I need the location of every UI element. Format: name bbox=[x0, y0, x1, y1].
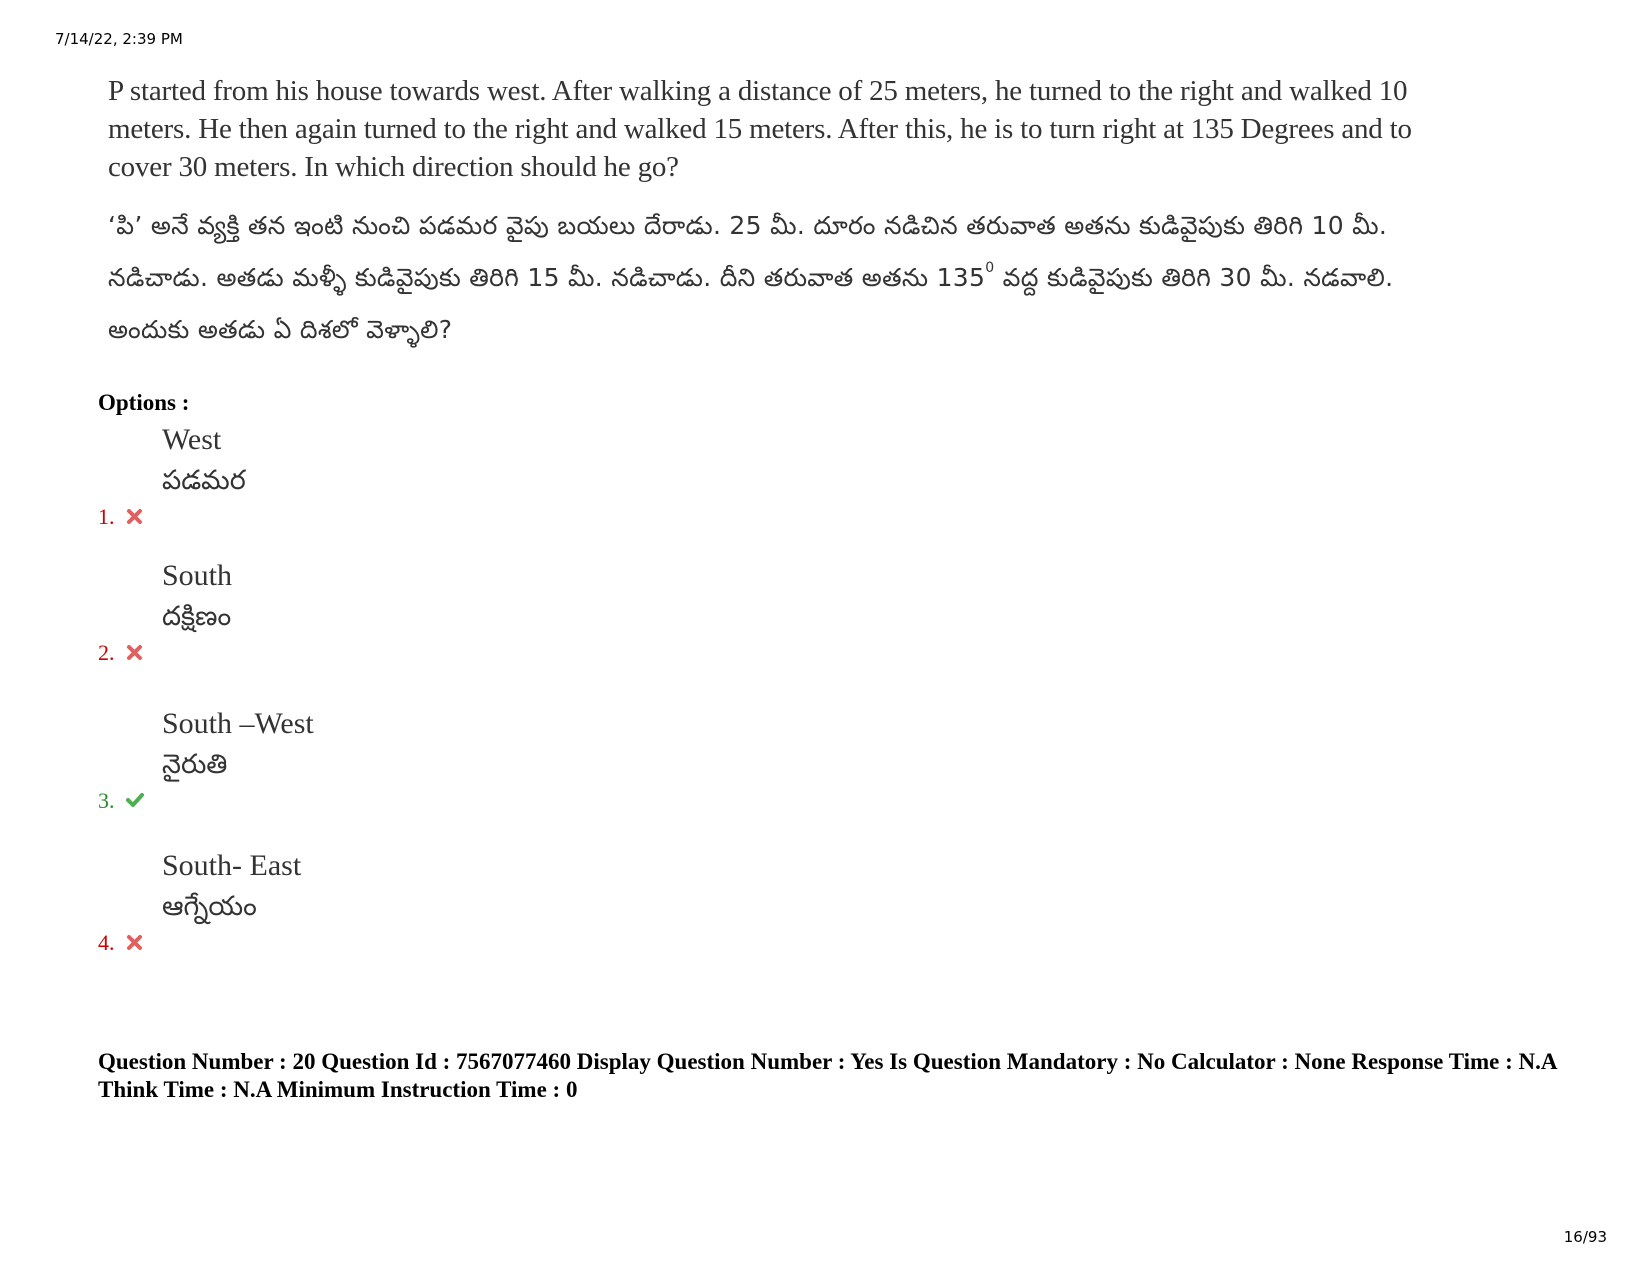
option-text-english: South bbox=[162, 559, 233, 592]
option-1 bbox=[98, 420, 698, 530]
option-number: 2. bbox=[98, 640, 115, 665]
question-metadata: Question Number : 20 Question Id : 7567077460 Display Question Number : Yes Is Question Mandatory : No Calculator : None Response Time : N.A Think Time : N.A Minimum Instruction Time : 0 bbox=[98, 1049, 1557, 1102]
option-text-telugu: దక్షిణం bbox=[162, 601, 232, 632]
option-text bbox=[162, 846, 301, 928]
options-heading: Options : bbox=[98, 390, 190, 415]
option-text bbox=[162, 420, 246, 502]
option-text bbox=[162, 556, 232, 638]
option-3 bbox=[98, 704, 698, 814]
option-text-telugu: ఆగ్నేయం bbox=[162, 891, 257, 922]
question-block bbox=[108, 72, 1448, 356]
option-text-telugu: పడమర bbox=[162, 465, 246, 496]
question-telugu-part2: వద్ద కుడివైపుకు తిరిగి 30 మీ. నడవాలి. అందుకు అతడు ఏ దిశలో వెళ్ళాలి? bbox=[108, 263, 1394, 344]
option-2 bbox=[98, 556, 698, 666]
question-telugu-part1: ‘పి’ అనే వ్యక్తి తన ఇంటి నుంచి పడమర వైపు బయలు దేరాడు. 25 మీ. దూరం నడిచిన తరువాత అతను కుడివైపుకు తిరిగి 10 మీ. నడిచాడు. అతడు మళ్ళీ కుడివైపుకు తిరిగి 15 మీ. నడిచాడు. దీని తరువాత అతను 135 bbox=[108, 211, 1388, 292]
option-text-english: West bbox=[162, 423, 222, 456]
cross-icon bbox=[125, 642, 145, 662]
cross-icon bbox=[125, 506, 145, 526]
option-number: 1. bbox=[98, 504, 115, 529]
option-4 bbox=[98, 846, 698, 956]
question-text-english: P started from his house towards west. After walking a distance of 25 meters, he turned to the right and walked 10 meters. He then again turned to the right and walked 15 meters. After this, he is to turn right at 135 Degrees and to cover 30 meters. In which direction should he go? bbox=[108, 75, 1412, 183]
option-text bbox=[162, 704, 314, 786]
option-text-english: South –West bbox=[162, 707, 314, 740]
print-timestamp: 7/14/22, 2:39 PM bbox=[55, 30, 183, 48]
option-number: 3. bbox=[98, 788, 115, 813]
page-number: 16/93 bbox=[1563, 1228, 1607, 1246]
option-text-english: South- East bbox=[162, 849, 302, 882]
cross-icon bbox=[125, 932, 145, 952]
degree-superscript: 0 bbox=[985, 260, 995, 276]
option-text-telugu: నైరుతి bbox=[162, 749, 228, 780]
check-icon bbox=[125, 790, 145, 810]
question-text-telugu bbox=[108, 200, 1448, 356]
option-number: 4. bbox=[98, 930, 115, 955]
